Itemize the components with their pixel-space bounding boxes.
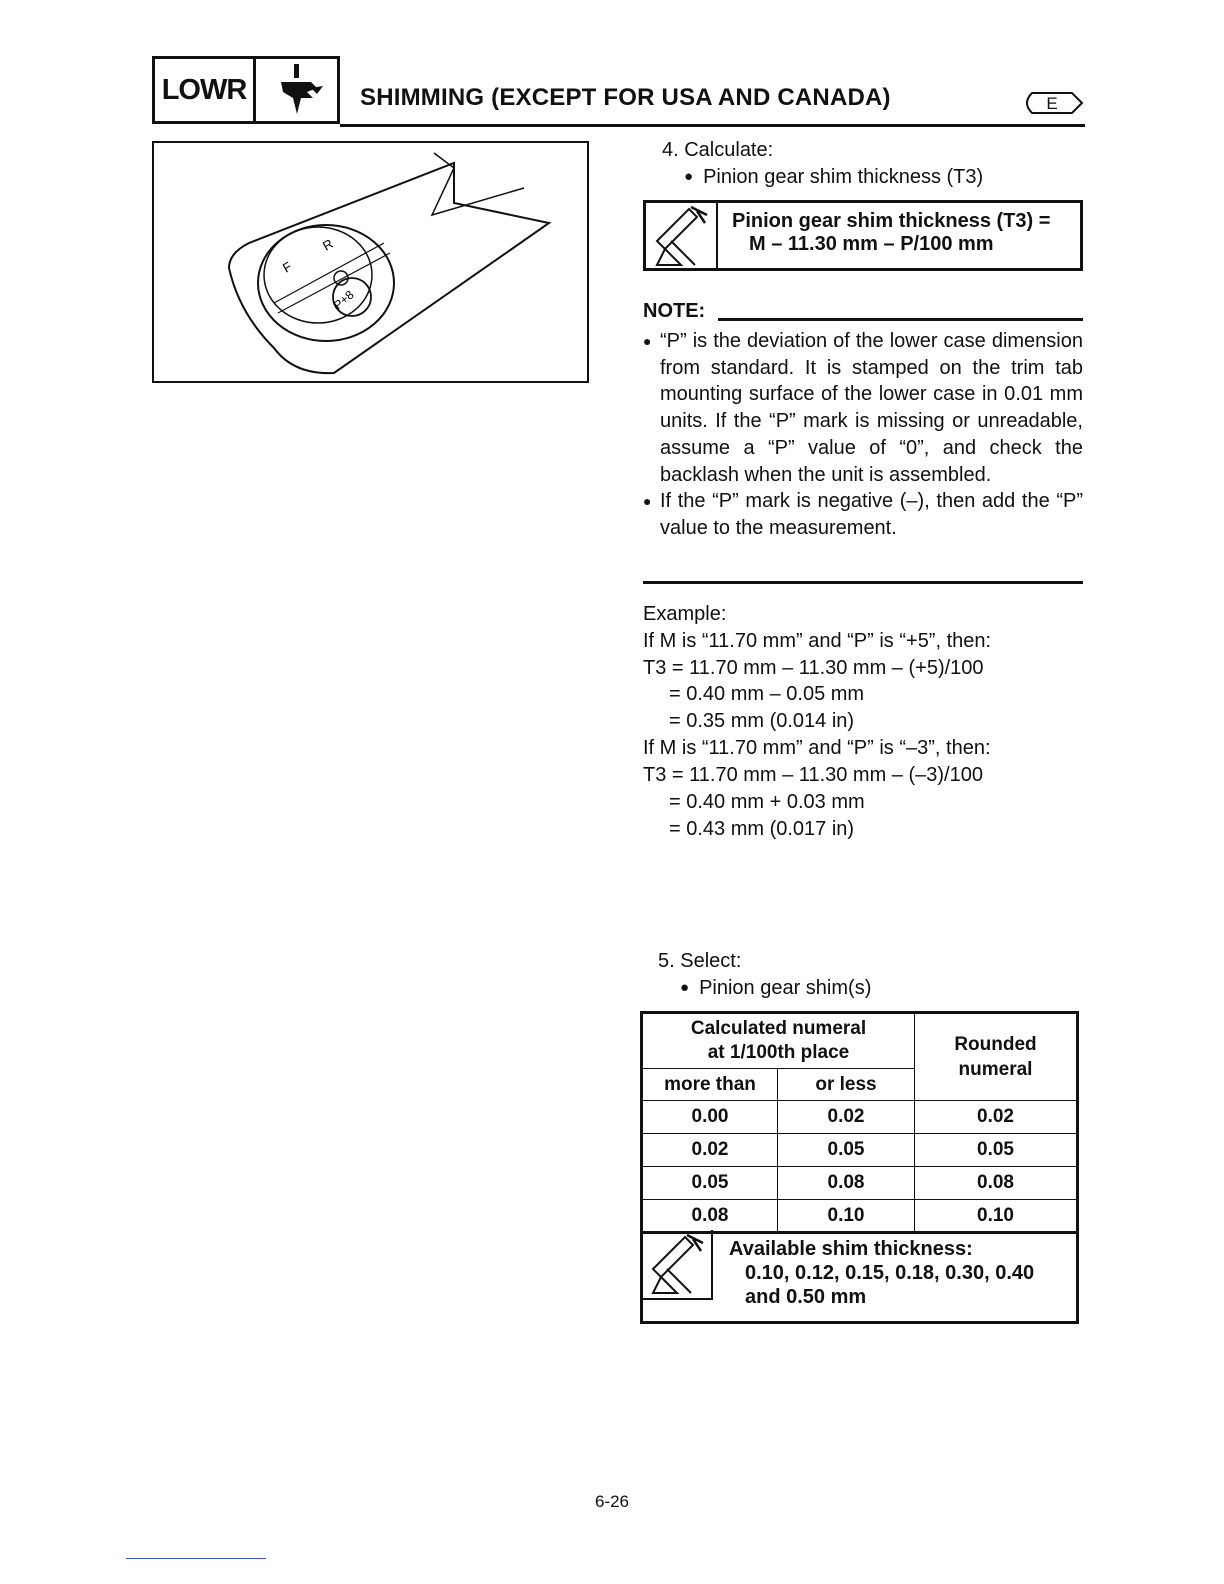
formula-text [718,203,1080,268]
example-line: = 0.43 mm (0.017 in) [669,818,855,840]
section-tab [152,56,340,124]
table-cell: 0.08 [915,1167,1078,1200]
trim-tab-figure [152,141,589,383]
table-cell: 0.08 [642,1200,778,1233]
page-number: 6-26 [594,1492,630,1511]
example-line: Example: [643,603,727,625]
table-cell: 0.10 [915,1200,1078,1233]
formula-line2: M – 11.30 mm – P/100 mm [749,233,994,255]
note-body [643,328,1083,542]
table-cell: 0.05 [778,1134,915,1167]
table-row [642,1134,1078,1167]
header-rounded-line2: numeral [958,1059,1033,1080]
table-cell: 0.02 [642,1134,778,1167]
step4-heading: 4. Calculate: [662,139,774,161]
lower-unit-icon [256,59,337,121]
language-badge [1020,91,1084,120]
lower-case-trim-tab-illustration [154,143,586,380]
figure-label-f: F [280,258,295,276]
note-item: ● “P” is the deviation of the lower case dimension from standard. It is stamped on the trim tab mounting surface of the lower case in 0.01 mm units. If the “P” mark is missing or unreadable, assume a “P” value of “0”, and check the backlash when the unit is assembled. [643,328,1083,488]
example-line: T3 = 11.70 mm – 11.30 mm – (+5)/100 [643,657,984,679]
example-line: T3 = 11.70 mm – 11.30 mm – (–3)/100 [643,764,983,786]
figure-label-r: R [320,235,336,254]
figure-label-p8: P+8 [330,287,357,313]
table-header-or-less: or less [778,1069,915,1101]
step5-bullet: ● Pinion gear shim(s) [680,975,871,1003]
example-line: = 0.40 mm + 0.03 mm [669,791,865,813]
table-row [642,1167,1078,1200]
table-row [642,1101,1078,1134]
available-line2: and 0.50 mm [745,1286,867,1308]
table-cell: 0.05 [642,1167,778,1200]
note-rule-bottom [643,581,1083,584]
footer-rule [126,1558,266,1559]
table-cell: 0.10 [778,1200,915,1233]
note-item: ● If the “P” mark is negative (–), then add the “P” value to the measurement. [643,488,1083,541]
note-rule-top [718,318,1083,321]
table-header-more-than: more than [642,1069,778,1101]
available-line1: 0.10, 0.12, 0.15, 0.18, 0.30, 0.40 [745,1262,1035,1284]
table-cell: 0.00 [642,1101,778,1134]
example-line: = 0.40 mm – 0.05 mm [669,683,865,705]
page-title: SHIMMING (EXCEPT FOR USA AND CANADA) [360,84,891,111]
shim-selection-table [640,1011,1079,1234]
example-line: If M is “11.70 mm” and “P” is “+5”, then: [643,630,992,652]
table-header-rounded [915,1013,1078,1101]
table-header-calculated [642,1013,915,1069]
example-line: If M is “11.70 mm” and “P” is “–3”, then: [643,737,991,759]
step4-bullet: ● Pinion gear shim thickness (T3) [684,164,983,192]
step5-heading: 5. Select: [658,950,742,972]
table-cell: 0.05 [915,1134,1078,1167]
example-line: = 0.35 mm (0.014 in) [669,710,855,732]
caliper-icon [643,1230,713,1300]
note-label: NOTE: [643,300,706,322]
section-label: LOWR [155,59,256,121]
available-shim-box [640,1230,1079,1324]
formula-box [643,200,1083,271]
header-calculated-line2: at 1/100th place [707,1042,850,1063]
table-cell: 0.02 [778,1101,915,1134]
header-calculated-line1: Calculated numeral [690,1018,867,1039]
language-badge-text: E [1046,94,1058,113]
table-row [642,1200,1078,1233]
table-cell: 0.08 [778,1167,915,1200]
header-rule [340,124,1085,127]
caliper-icon [646,203,718,268]
available-title: Available shim thickness: [729,1238,973,1260]
header-rounded-line1: Rounded [954,1034,1037,1055]
table-cell: 0.02 [915,1101,1078,1134]
formula-line1: Pinion gear shim thickness (T3) = [732,210,1051,232]
